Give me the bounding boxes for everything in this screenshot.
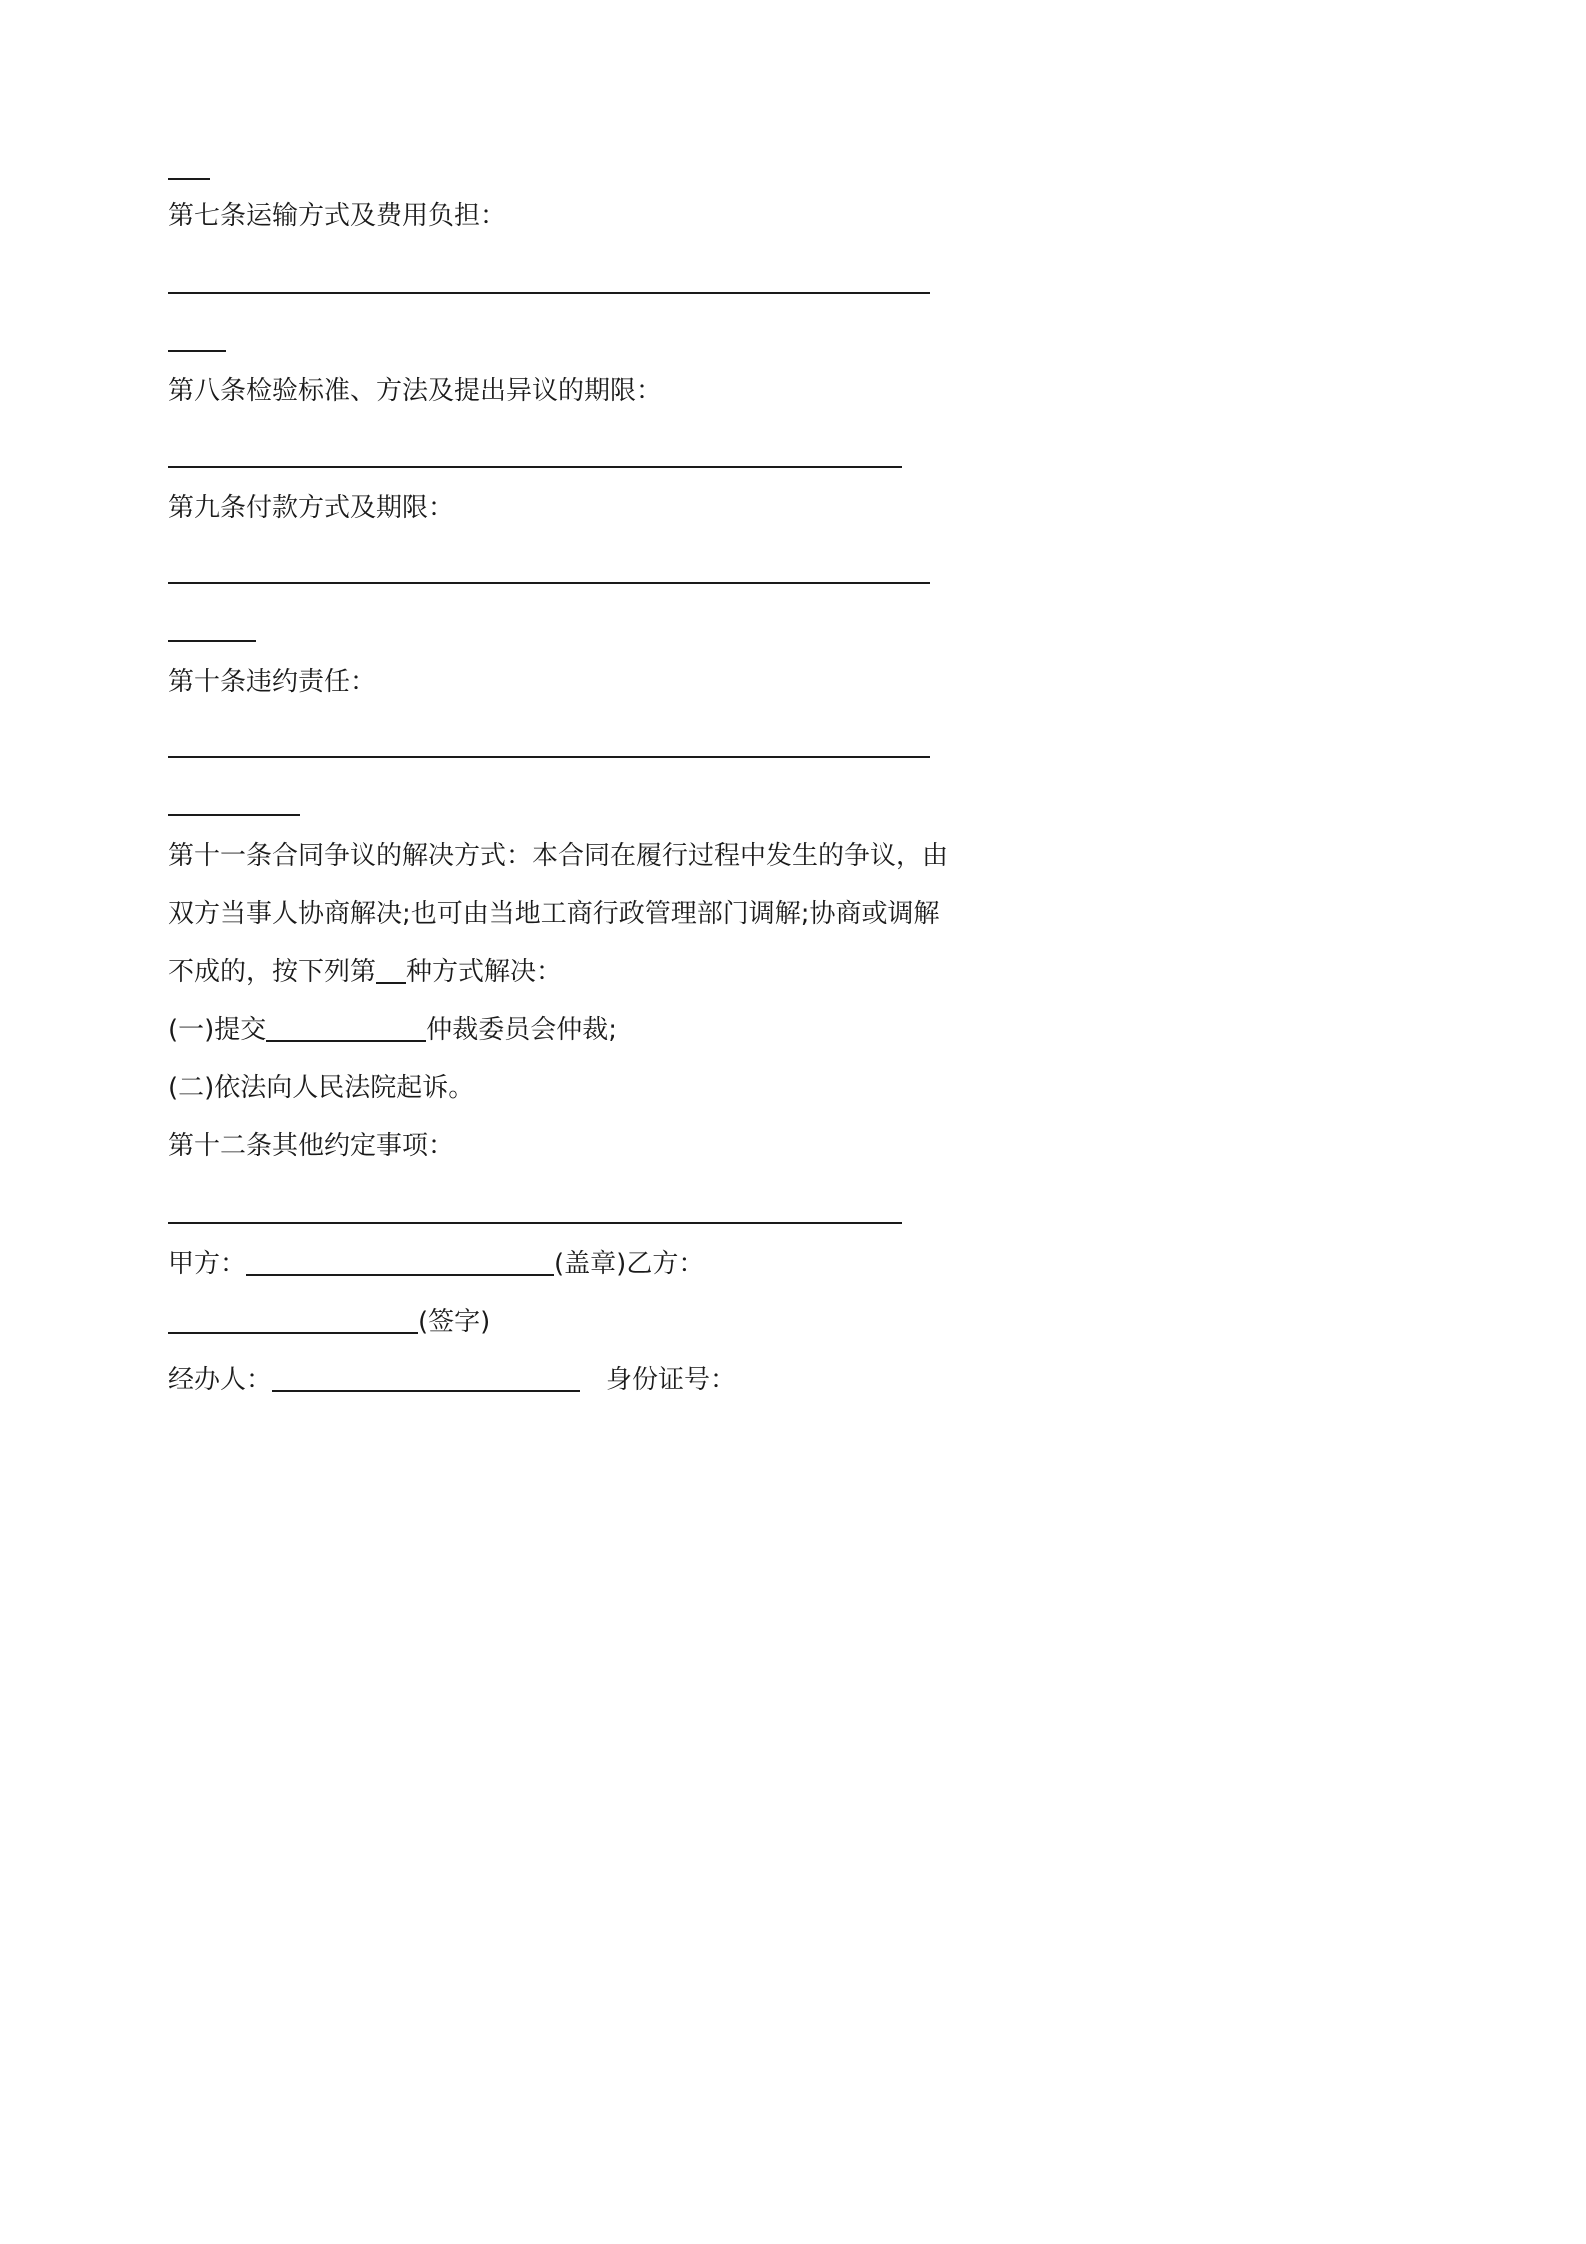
article-9-blank-line-end <box>168 640 256 642</box>
article-10-blank-line <box>168 756 930 758</box>
article-7-blank-line <box>168 292 930 294</box>
article-11-line-1: 第十一条合同争议的解决方式：本合同在履行过程中发生的争议，由 <box>168 841 949 871</box>
blank-line-continuation <box>168 178 210 180</box>
article-11-option-1 <box>168 1014 617 1046</box>
article-11-line-3-post: 种方式解决： <box>406 957 563 987</box>
option-1-post: 仲裁委员会仲裁; <box>426 1015 618 1045</box>
article-7-blank-line-end <box>168 350 226 352</box>
party-b-sign-line <box>168 1306 490 1338</box>
party-a-blank <box>246 1274 554 1276</box>
sign-note: (签字) <box>418 1307 491 1337</box>
article-12-blank-line <box>168 1222 902 1224</box>
seal-note: (盖章) <box>554 1249 627 1279</box>
party-a-label: 甲方： <box>168 1249 247 1279</box>
article-9-blank-line <box>168 582 930 584</box>
id-label: 身份证号： <box>606 1365 737 1395</box>
article-8-blank-line <box>168 466 902 468</box>
article-10-heading: 第十条违约责任： <box>168 667 377 697</box>
article-11-line-3-pre: 不成的，按下列第 <box>168 957 377 987</box>
article-12-heading: 第十二条其他约定事项： <box>168 1131 455 1161</box>
party-b-label: 乙方： <box>626 1249 705 1279</box>
option-number-blank <box>376 982 406 984</box>
arbitration-committee-blank <box>266 1040 426 1042</box>
article-7-heading: 第七条运输方式及费用负担： <box>168 201 507 231</box>
article-11-line-3 <box>168 956 562 988</box>
article-9-heading: 第九条付款方式及期限： <box>168 493 455 523</box>
document-page <box>0 0 1100 1556</box>
agent-blank <box>272 1390 580 1392</box>
agent-line <box>168 1364 736 1396</box>
article-11-option-2: (二)依法向人民法院起诉。 <box>168 1073 475 1103</box>
party-b-blank <box>168 1332 418 1334</box>
article-10-blank-line-end <box>168 814 300 816</box>
article-11-line-2: 双方当事人协商解决;也可由当地工商行政管理部门调解;协商或调解 <box>168 899 940 929</box>
article-8-heading: 第八条检验标准、方法及提出异议的期限： <box>168 376 663 406</box>
option-1-pre: (一)提交 <box>168 1015 267 1045</box>
party-a-line <box>168 1248 704 1280</box>
agent-label: 经办人： <box>168 1365 273 1395</box>
